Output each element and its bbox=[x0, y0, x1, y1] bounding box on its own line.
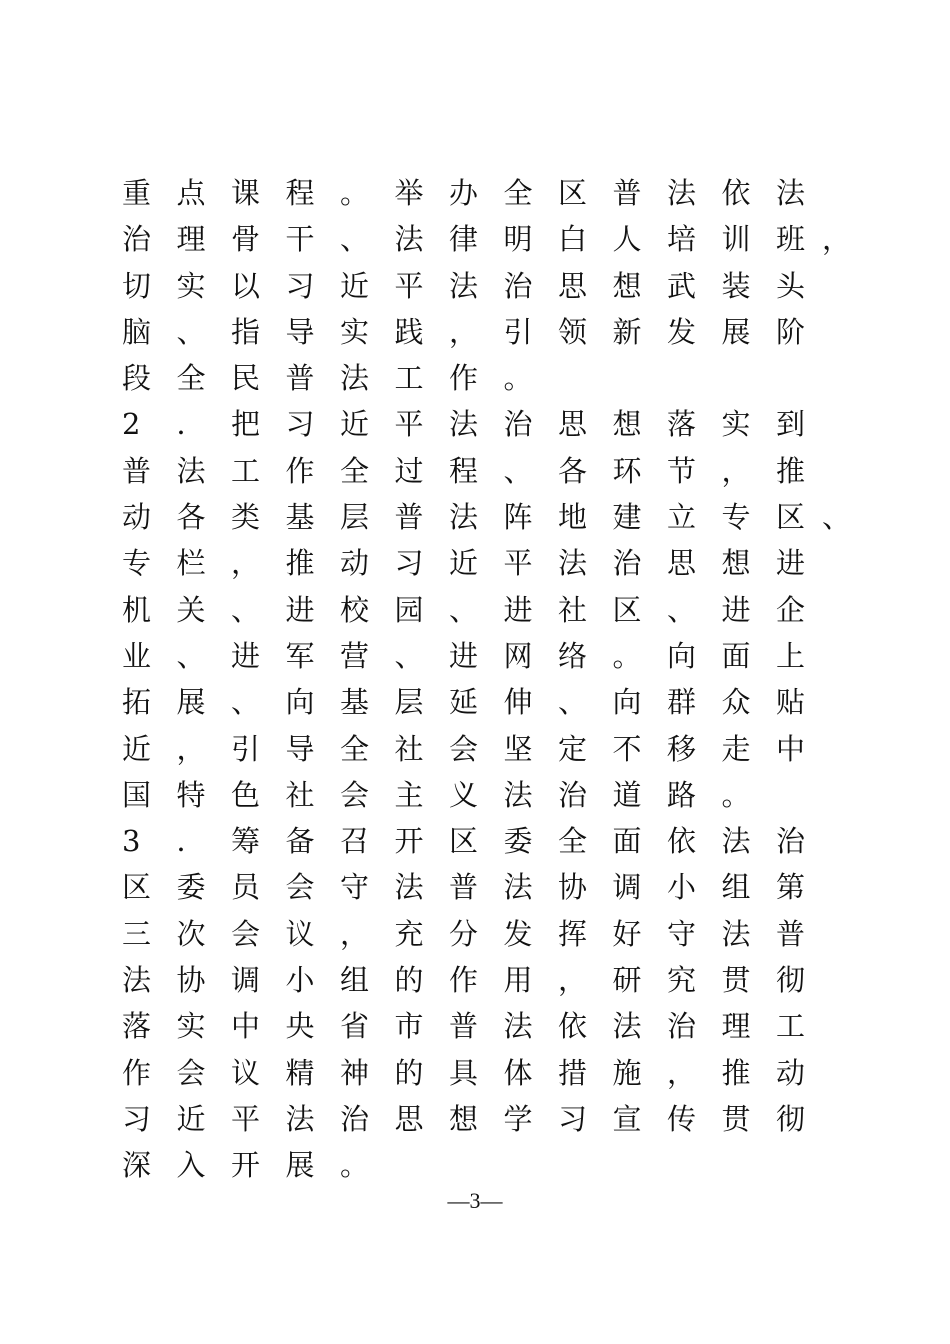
text-char: 营 bbox=[340, 638, 370, 673]
text-char: 区 bbox=[122, 870, 152, 905]
text-char: 体 bbox=[503, 1055, 533, 1090]
text-char: 实 bbox=[176, 268, 206, 303]
text-char: 贯 bbox=[721, 1101, 751, 1136]
text-char: 展 bbox=[721, 314, 751, 349]
text-char: 央 bbox=[285, 1009, 315, 1044]
text-char: 思 bbox=[558, 407, 588, 442]
text-char: 法 bbox=[394, 870, 424, 905]
text-char: 平 bbox=[231, 1101, 261, 1136]
text-char: ， bbox=[176, 731, 206, 766]
text-char: ， bbox=[667, 1055, 697, 1090]
text-char: 传 bbox=[667, 1101, 697, 1136]
text-char: 法 bbox=[721, 824, 751, 859]
text-char: 基 bbox=[285, 500, 315, 535]
text-char: 习 bbox=[122, 1101, 152, 1136]
text-char: 法 bbox=[558, 546, 588, 581]
text-char: 备 bbox=[285, 824, 315, 859]
text-char: 拓 bbox=[122, 685, 152, 720]
text-char: 法 bbox=[503, 870, 533, 905]
text-char: 节 bbox=[667, 453, 697, 488]
text-char: 机 bbox=[122, 592, 152, 627]
text-char: 作 bbox=[285, 453, 315, 488]
text-char: 平 bbox=[394, 268, 424, 303]
text-char: 习 bbox=[285, 407, 315, 442]
text-char: 习 bbox=[558, 1101, 588, 1136]
text-char: 作 bbox=[449, 963, 479, 998]
text-char: 推 bbox=[776, 453, 806, 488]
text-char: 开 bbox=[231, 1148, 261, 1183]
text-char: 充 bbox=[394, 916, 424, 951]
text-char: 网 bbox=[503, 638, 533, 673]
text-char: 近 bbox=[340, 407, 370, 442]
text-char: 实 bbox=[340, 314, 370, 349]
text-char: 人 bbox=[612, 222, 642, 257]
text-char: 思 bbox=[394, 1101, 424, 1136]
text-char: 依 bbox=[721, 176, 751, 210]
text-char: 次 bbox=[176, 916, 206, 951]
text-char: 向 bbox=[612, 685, 642, 720]
text-char: 委 bbox=[176, 870, 206, 905]
text-char: 理 bbox=[176, 222, 206, 257]
text-char: 小 bbox=[285, 963, 315, 998]
text-char: ， bbox=[449, 314, 479, 349]
text-char: 群 bbox=[667, 685, 697, 720]
text-char: 实 bbox=[721, 407, 751, 442]
text-char: 主 bbox=[394, 777, 424, 812]
text-char: 法 bbox=[667, 176, 697, 210]
text-char: 召 bbox=[340, 824, 370, 859]
text-char: 立 bbox=[667, 500, 697, 535]
text-char: 会 bbox=[231, 916, 261, 951]
text-char: ， bbox=[231, 546, 261, 581]
text-char: 导 bbox=[285, 731, 315, 766]
text-char: 、 bbox=[449, 592, 479, 627]
text-char: 、 bbox=[822, 500, 852, 535]
text-char: 移 bbox=[667, 731, 697, 766]
text-char: 义 bbox=[449, 777, 479, 812]
text-char: 展 bbox=[285, 1148, 315, 1183]
text-char: 开 bbox=[394, 824, 424, 859]
text-char: 普 bbox=[612, 176, 642, 210]
text-char: 全 bbox=[340, 731, 370, 766]
text-char: 重 bbox=[122, 176, 152, 210]
text-char: 发 bbox=[503, 916, 533, 951]
text-char: 面 bbox=[612, 824, 642, 859]
text-char: 、 bbox=[176, 314, 206, 349]
text-char: 区 bbox=[612, 592, 642, 627]
text-char: 贯 bbox=[721, 963, 751, 998]
text-char: 头 bbox=[776, 268, 806, 303]
text-char: 协 bbox=[176, 963, 206, 998]
text-char: 上 bbox=[776, 638, 806, 673]
text-char: 彻 bbox=[776, 963, 806, 998]
text-char: 过 bbox=[394, 453, 424, 488]
text-char: 想 bbox=[612, 268, 642, 303]
text-char: 导 bbox=[285, 314, 315, 349]
text-char: 向 bbox=[285, 685, 315, 720]
text-char: 法 bbox=[394, 222, 424, 257]
text-char: 社 bbox=[285, 777, 315, 812]
text-char: 治 bbox=[503, 268, 533, 303]
text-char: 国 bbox=[122, 777, 152, 812]
text-char: 基 bbox=[340, 685, 370, 720]
text-char: 具 bbox=[449, 1055, 479, 1090]
text-char: 筹 bbox=[231, 824, 261, 859]
text-char: 的 bbox=[394, 1055, 424, 1090]
text-char: 贴 bbox=[776, 685, 806, 720]
text-char: 法 bbox=[612, 1009, 642, 1044]
text-line bbox=[122, 633, 842, 679]
text-char: 特 bbox=[176, 777, 206, 812]
text-char: 中 bbox=[231, 1009, 261, 1044]
text-char: 坚 bbox=[503, 731, 533, 766]
text-char: 阵 bbox=[503, 500, 533, 535]
text-char: 校 bbox=[340, 592, 370, 627]
text-char: 区 bbox=[449, 824, 479, 859]
text-char: 治 bbox=[122, 222, 152, 257]
text-char: 白 bbox=[558, 222, 588, 257]
text-char: 。 bbox=[503, 361, 533, 396]
text-char: 走 bbox=[721, 731, 751, 766]
text-char: 员 bbox=[231, 870, 261, 905]
text-char: 好 bbox=[612, 916, 642, 951]
text-char: 挥 bbox=[558, 916, 588, 951]
text-char: 民 bbox=[231, 361, 261, 396]
text-char: 全 bbox=[340, 453, 370, 488]
text-char: 发 bbox=[667, 314, 697, 349]
text-char: 习 bbox=[394, 546, 424, 581]
text-char: 近 bbox=[122, 731, 152, 766]
text-char: 。 bbox=[721, 777, 751, 812]
text-char: 法 bbox=[449, 500, 479, 535]
text-char: 三 bbox=[122, 916, 152, 951]
text-char: 社 bbox=[394, 731, 424, 766]
text-char: 把 bbox=[231, 407, 261, 442]
text-char: 守 bbox=[667, 916, 697, 951]
text-char: 治 bbox=[503, 407, 533, 442]
text-char: 平 bbox=[503, 546, 533, 581]
text-char: 中 bbox=[776, 731, 806, 766]
text-char: 推 bbox=[285, 546, 315, 581]
text-char: 思 bbox=[667, 546, 697, 581]
text-char: ， bbox=[340, 916, 370, 951]
text-char: 专 bbox=[122, 546, 152, 581]
text-line bbox=[122, 1096, 842, 1142]
text-char: 工 bbox=[231, 453, 261, 488]
text-char: 进 bbox=[231, 638, 261, 673]
text-char: 路 bbox=[667, 777, 697, 812]
text-char: 工 bbox=[394, 361, 424, 396]
text-char: 企 bbox=[776, 592, 806, 627]
text-char: 律 bbox=[449, 222, 479, 257]
text-char: 治 bbox=[558, 777, 588, 812]
text-char: 会 bbox=[176, 1055, 206, 1090]
text-char: 近 bbox=[449, 546, 479, 581]
text-line bbox=[122, 864, 842, 910]
text-char: 作 bbox=[449, 361, 479, 396]
text-char: 进 bbox=[449, 638, 479, 673]
text-char: 入 bbox=[176, 1148, 206, 1183]
text-line bbox=[122, 772, 842, 818]
text-char: 、 bbox=[558, 685, 588, 720]
text-char: 全 bbox=[558, 824, 588, 859]
text-char: 治 bbox=[776, 824, 806, 859]
text-char: 各 bbox=[558, 453, 588, 488]
text-char: 。 bbox=[340, 1148, 370, 1183]
text-char: 法 bbox=[340, 361, 370, 396]
text-line bbox=[122, 818, 842, 864]
text-char: 班 bbox=[776, 222, 806, 257]
text-char: 宣 bbox=[612, 1101, 642, 1136]
text-char: 不 bbox=[612, 731, 642, 766]
text-char: 色 bbox=[231, 777, 261, 812]
text-char: 落 bbox=[667, 407, 697, 442]
text-char: 小 bbox=[667, 870, 697, 905]
text-char: 用 bbox=[503, 963, 533, 998]
text-char: 阶 bbox=[776, 314, 806, 349]
text-char: 调 bbox=[612, 870, 642, 905]
text-char: 园 bbox=[394, 592, 424, 627]
text-line bbox=[122, 401, 842, 447]
text-char: 推 bbox=[721, 1055, 751, 1090]
text-char: 法 bbox=[503, 1009, 533, 1044]
text-line bbox=[122, 170, 842, 216]
text-line bbox=[122, 216, 852, 262]
text-char: 2 bbox=[122, 407, 141, 442]
text-char: 装 bbox=[721, 268, 751, 303]
text-char: 地 bbox=[558, 500, 588, 535]
text-char: 的 bbox=[394, 963, 424, 998]
text-char: 动 bbox=[340, 546, 370, 581]
text-line bbox=[122, 1050, 842, 1096]
text-char: 习 bbox=[285, 268, 315, 303]
text-char: 领 bbox=[558, 314, 588, 349]
text-char: 类 bbox=[231, 500, 261, 535]
text-char: 理 bbox=[721, 1009, 751, 1044]
text-line bbox=[122, 911, 842, 957]
text-char: 切 bbox=[122, 268, 152, 303]
text-char: 段 bbox=[122, 361, 152, 396]
text-char: 作 bbox=[122, 1055, 152, 1090]
text-char: 法 bbox=[776, 176, 806, 210]
text-char: 建 bbox=[612, 500, 642, 535]
text-char: 面 bbox=[721, 638, 751, 673]
text-char: 法 bbox=[449, 407, 479, 442]
text-char: 3 bbox=[122, 824, 141, 859]
text-char: 新 bbox=[612, 314, 642, 349]
text-char: 环 bbox=[612, 453, 642, 488]
text-char: 、 bbox=[231, 685, 261, 720]
page-number: —3— bbox=[447, 1188, 503, 1213]
text-char: 守 bbox=[340, 870, 370, 905]
text-line bbox=[122, 309, 842, 355]
text-char: ． bbox=[176, 824, 206, 859]
text-char: 骨 bbox=[231, 222, 261, 257]
text-char: 普 bbox=[776, 916, 806, 951]
text-char: 近 bbox=[340, 268, 370, 303]
text-char: 培 bbox=[667, 222, 697, 257]
text-char: 络 bbox=[558, 638, 588, 673]
text-char: 会 bbox=[285, 870, 315, 905]
text-char: 分 bbox=[449, 916, 479, 951]
text-char: 社 bbox=[558, 592, 588, 627]
text-char: 脑 bbox=[122, 314, 152, 349]
text-char: 工 bbox=[776, 1009, 806, 1044]
text-line bbox=[122, 679, 842, 725]
text-char: 深 bbox=[122, 1148, 152, 1183]
text-char: 动 bbox=[122, 500, 152, 535]
text-char: 思 bbox=[558, 268, 588, 303]
text-char: 。 bbox=[612, 638, 642, 673]
text-char: 平 bbox=[394, 407, 424, 442]
text-char: 干 bbox=[285, 222, 315, 257]
text-char: 治 bbox=[612, 546, 642, 581]
text-char: 引 bbox=[503, 314, 533, 349]
text-char: 进 bbox=[503, 592, 533, 627]
text-char: 军 bbox=[285, 638, 315, 673]
text-char: 践 bbox=[394, 314, 424, 349]
text-line bbox=[122, 1003, 842, 1049]
text-char: 向 bbox=[667, 638, 697, 673]
text-char: 组 bbox=[340, 963, 370, 998]
text-char: 专 bbox=[721, 500, 751, 535]
text-char: 举 bbox=[394, 176, 424, 210]
text-char: 治 bbox=[340, 1101, 370, 1136]
text-char: 动 bbox=[776, 1055, 806, 1090]
text-char: 普 bbox=[285, 361, 315, 396]
text-char: 办 bbox=[449, 176, 479, 210]
text-char: 协 bbox=[558, 870, 588, 905]
text-char: 武 bbox=[667, 268, 697, 303]
text-char: 普 bbox=[122, 453, 152, 488]
text-char: 普 bbox=[394, 500, 424, 535]
text-char: 延 bbox=[449, 685, 479, 720]
text-line bbox=[122, 587, 842, 633]
text-char: 普 bbox=[449, 1009, 479, 1044]
text-char: 研 bbox=[612, 963, 642, 998]
text-line bbox=[122, 448, 842, 494]
text-char: 进 bbox=[285, 592, 315, 627]
text-char: 栏 bbox=[176, 546, 206, 581]
text-char: 近 bbox=[176, 1101, 206, 1136]
text-char: 、 bbox=[340, 222, 370, 257]
text-char: 、 bbox=[667, 592, 697, 627]
text-char: 全 bbox=[176, 361, 206, 396]
text-char: 定 bbox=[558, 731, 588, 766]
text-char: 施 bbox=[612, 1055, 642, 1090]
text-char: 点 bbox=[176, 176, 206, 210]
text-char: 引 bbox=[231, 731, 261, 766]
text-char: 议 bbox=[231, 1055, 261, 1090]
text-char: 以 bbox=[231, 268, 261, 303]
text-char: 进 bbox=[776, 546, 806, 581]
text-char: 各 bbox=[176, 500, 206, 535]
text-char: 区 bbox=[776, 500, 806, 535]
text-line bbox=[122, 1142, 842, 1188]
text-line bbox=[122, 726, 842, 772]
body-text bbox=[122, 170, 852, 1189]
text-char: 区 bbox=[558, 176, 588, 210]
text-char: 程 bbox=[449, 453, 479, 488]
text-char: 究 bbox=[667, 963, 697, 998]
text-line bbox=[122, 263, 842, 309]
text-char: 治 bbox=[667, 1009, 697, 1044]
text-char: 依 bbox=[667, 824, 697, 859]
text-char: 、 bbox=[231, 592, 261, 627]
text-char: 组 bbox=[721, 870, 751, 905]
text-line bbox=[122, 540, 842, 586]
text-char: 委 bbox=[503, 824, 533, 859]
text-char: 依 bbox=[558, 1009, 588, 1044]
text-char: 进 bbox=[721, 592, 751, 627]
text-char: ， bbox=[558, 963, 588, 998]
text-char: 精 bbox=[285, 1055, 315, 1090]
text-char: 关 bbox=[176, 592, 206, 627]
text-char: 法 bbox=[285, 1101, 315, 1136]
text-char: 议 bbox=[285, 916, 315, 951]
text-char: 想 bbox=[449, 1101, 479, 1136]
text-char: 想 bbox=[721, 546, 751, 581]
text-char: 众 bbox=[721, 685, 751, 720]
text-char: 第 bbox=[776, 870, 806, 905]
text-char: ， bbox=[721, 453, 751, 488]
text-char: 层 bbox=[340, 500, 370, 535]
text-char: ． bbox=[176, 407, 206, 442]
text-char: 会 bbox=[340, 777, 370, 812]
text-char: 到 bbox=[776, 407, 806, 442]
text-char: 、 bbox=[503, 453, 533, 488]
text-char: 法 bbox=[122, 963, 152, 998]
text-char: 会 bbox=[449, 731, 479, 766]
text-char: 实 bbox=[176, 1009, 206, 1044]
text-char: 、 bbox=[176, 638, 206, 673]
text-char: 省 bbox=[340, 1009, 370, 1044]
text-line bbox=[122, 355, 842, 401]
text-char: 想 bbox=[612, 407, 642, 442]
text-char: 彻 bbox=[776, 1101, 806, 1136]
text-char: 法 bbox=[721, 916, 751, 951]
text-char: 法 bbox=[449, 268, 479, 303]
text-char: 指 bbox=[231, 314, 261, 349]
text-char: 明 bbox=[503, 222, 533, 257]
text-char: 展 bbox=[176, 685, 206, 720]
text-char: 伸 bbox=[503, 685, 533, 720]
text-char: 法 bbox=[176, 453, 206, 488]
text-char: 普 bbox=[449, 870, 479, 905]
text-char: ， bbox=[822, 222, 852, 257]
text-char: 训 bbox=[721, 222, 751, 257]
text-char: 学 bbox=[503, 1101, 533, 1136]
text-char: 道 bbox=[612, 777, 642, 812]
text-char: 业 bbox=[122, 638, 152, 673]
text-char: 措 bbox=[558, 1055, 588, 1090]
text-char: 课 bbox=[231, 176, 261, 210]
text-char: 。 bbox=[340, 176, 370, 210]
text-char: 、 bbox=[394, 638, 424, 673]
text-char: 市 bbox=[394, 1009, 424, 1044]
text-char: 神 bbox=[340, 1055, 370, 1090]
text-char: 全 bbox=[503, 176, 533, 210]
text-line bbox=[122, 494, 852, 540]
text-line bbox=[122, 957, 842, 1003]
text-char: 落 bbox=[122, 1009, 152, 1044]
text-char: 调 bbox=[231, 963, 261, 998]
text-char: 程 bbox=[285, 176, 315, 210]
text-char: 法 bbox=[503, 777, 533, 812]
text-char: 层 bbox=[394, 685, 424, 720]
